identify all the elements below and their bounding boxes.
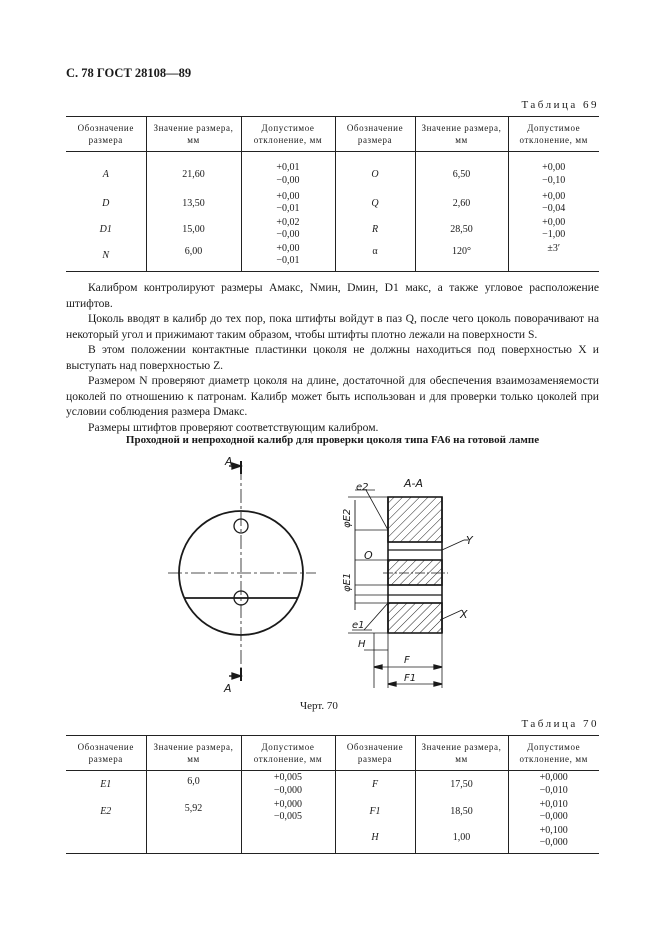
- table-cell: +0,00 −0,04: [508, 190, 599, 216]
- table-cell: 28,50: [415, 216, 508, 242]
- table-cell: 2,60: [415, 190, 508, 216]
- table-cell: D1: [99, 223, 112, 235]
- table-cell: N: [66, 242, 146, 272]
- table-cell: 1,00: [415, 824, 508, 854]
- dim-label-e1: e1: [352, 620, 365, 631]
- table-row: [66, 824, 599, 854]
- paragraph: В этом положении контактные пластинки цоколя не должны находиться под поверхностью X и выступать над поверхностью Z.: [66, 343, 599, 372]
- table-row: [66, 190, 599, 216]
- table-69: [66, 116, 599, 272]
- table-cell: +0,010 −0,000: [508, 798, 599, 824]
- table-cell: +0,00 −0,01: [241, 242, 335, 272]
- section-label: A-A: [404, 477, 424, 490]
- paragraph: Размером N проверяют диаметр цоколя на длине, достаточной для обеспечения взаимозаменяемости цоколей по отношению к патронам. Калибр может быть использован и для проверки только цоколей при условии соблюдения размера Dмакс.: [66, 374, 599, 418]
- table-row: [66, 242, 599, 272]
- gauge-drawing: [0, 450, 661, 695]
- table-cell: H: [335, 824, 415, 854]
- dim-label-e2: e2: [356, 482, 369, 493]
- page-header: С. 78 ГОСТ 28108—89: [66, 66, 192, 80]
- table-70-header: Допустимое отклонение, мм: [241, 736, 335, 771]
- table-cell: 120°: [415, 242, 508, 272]
- body-text: [66, 280, 599, 435]
- table-cell: A: [102, 169, 109, 180]
- table-cell: 6,00: [146, 242, 241, 272]
- table-cell: +0,00 −1,00: [508, 216, 599, 242]
- dim-label-h: H: [358, 639, 366, 650]
- dim-label-o: O: [364, 549, 373, 562]
- table-70: [66, 735, 599, 854]
- table-70-header: Обозначение размера: [66, 736, 146, 771]
- table-cell: α: [335, 242, 415, 272]
- table-69-caption: Таблица 69: [521, 99, 599, 111]
- table-69-header: Допустимое отклонение, мм: [508, 117, 599, 152]
- table-cell: 21,60: [146, 152, 241, 190]
- table-70-caption: Таблица 70: [521, 718, 599, 730]
- table-cell: 6,0: [146, 771, 241, 798]
- table-70-header: Значение размера, мм: [415, 736, 508, 771]
- table-69-header: Значение размера, мм: [146, 117, 241, 152]
- table-69-header: Допустимое отклонение, мм: [241, 117, 335, 152]
- table-69-header: Значение размера, мм: [415, 117, 508, 152]
- figure-caption: Проходной и непроходной калибр для проверки цоколя типа FA6 на готовой лампе: [125, 434, 540, 446]
- table-cell: R: [335, 216, 415, 242]
- table-70-header: Обозначение размера: [335, 736, 415, 771]
- table-cell: +0,01 −0,00: [241, 152, 335, 190]
- table-cell: +0,02 −0,00: [241, 216, 335, 242]
- table-cell: 5,92: [146, 798, 241, 824]
- table-69-header: Обозначение размера: [66, 117, 146, 152]
- table-cell: D: [102, 197, 110, 209]
- table-row: [66, 152, 599, 190]
- dim-label-f: F: [404, 655, 410, 666]
- paragraph: Размеры штифтов проверяют соответствующим калибром.: [88, 420, 379, 434]
- table-cell: [241, 824, 335, 854]
- table-69-header: Обозначение размера: [335, 117, 415, 152]
- table-cell: F: [335, 771, 415, 798]
- table-cell: 6,50: [415, 152, 508, 190]
- dim-label-phiE1: φE1: [342, 572, 353, 592]
- table-cell: +0,00 −0,10: [508, 152, 599, 190]
- table-cell: Q: [335, 190, 415, 216]
- table-cell: O: [335, 152, 415, 190]
- paragraph: Калибром контролируют размеры Aмакс, Nмин, Dмин, D1 макс, а также угловое расположение штифтов.: [66, 281, 599, 310]
- table-cell: +0,00 −0,01: [241, 190, 335, 216]
- table-row: [66, 771, 599, 798]
- table-cell: E1: [100, 779, 112, 790]
- table-cell: 13,50: [146, 190, 241, 216]
- dim-label-f1: F1: [404, 673, 417, 684]
- paragraph: Цоколь вводят в калибр до тех пор, пока штифты войдут в паз Q, после чего цоколь поворачивают на некоторый угол и прижимают таким образом, чтобы штифты плотно лежали на поверхности S.: [66, 312, 599, 341]
- table-cell: 17,50: [415, 771, 508, 798]
- table-cell: 18,50: [415, 798, 508, 824]
- table-cell: +0,000 −0,010: [508, 771, 599, 798]
- cut-label-bottom: A: [224, 682, 232, 695]
- table-cell: E2: [100, 805, 112, 817]
- table-70-header: Допустимое отклонение, мм: [508, 736, 599, 771]
- table-row: [66, 798, 599, 824]
- table-cell: +0,000 −0,005: [241, 798, 335, 824]
- cut-label-top: A: [225, 455, 233, 468]
- table-70-header: Значение размера, мм: [146, 736, 241, 771]
- table-cell: 15,00: [146, 216, 241, 242]
- table-cell: ±3′: [508, 242, 599, 272]
- table-cell: +0,100 −0,000: [508, 824, 599, 854]
- table-cell: F1: [335, 798, 415, 824]
- table-cell: +0,005 −0,000: [241, 771, 335, 798]
- table-cell: [66, 824, 146, 854]
- surface-label-x: X: [460, 608, 468, 621]
- figure-number: Черт. 70: [300, 700, 338, 712]
- table-row: [66, 216, 599, 242]
- surface-label-y: Y: [466, 534, 473, 547]
- dim-label-phiE2: φE2: [342, 508, 353, 528]
- table-cell: [146, 824, 241, 854]
